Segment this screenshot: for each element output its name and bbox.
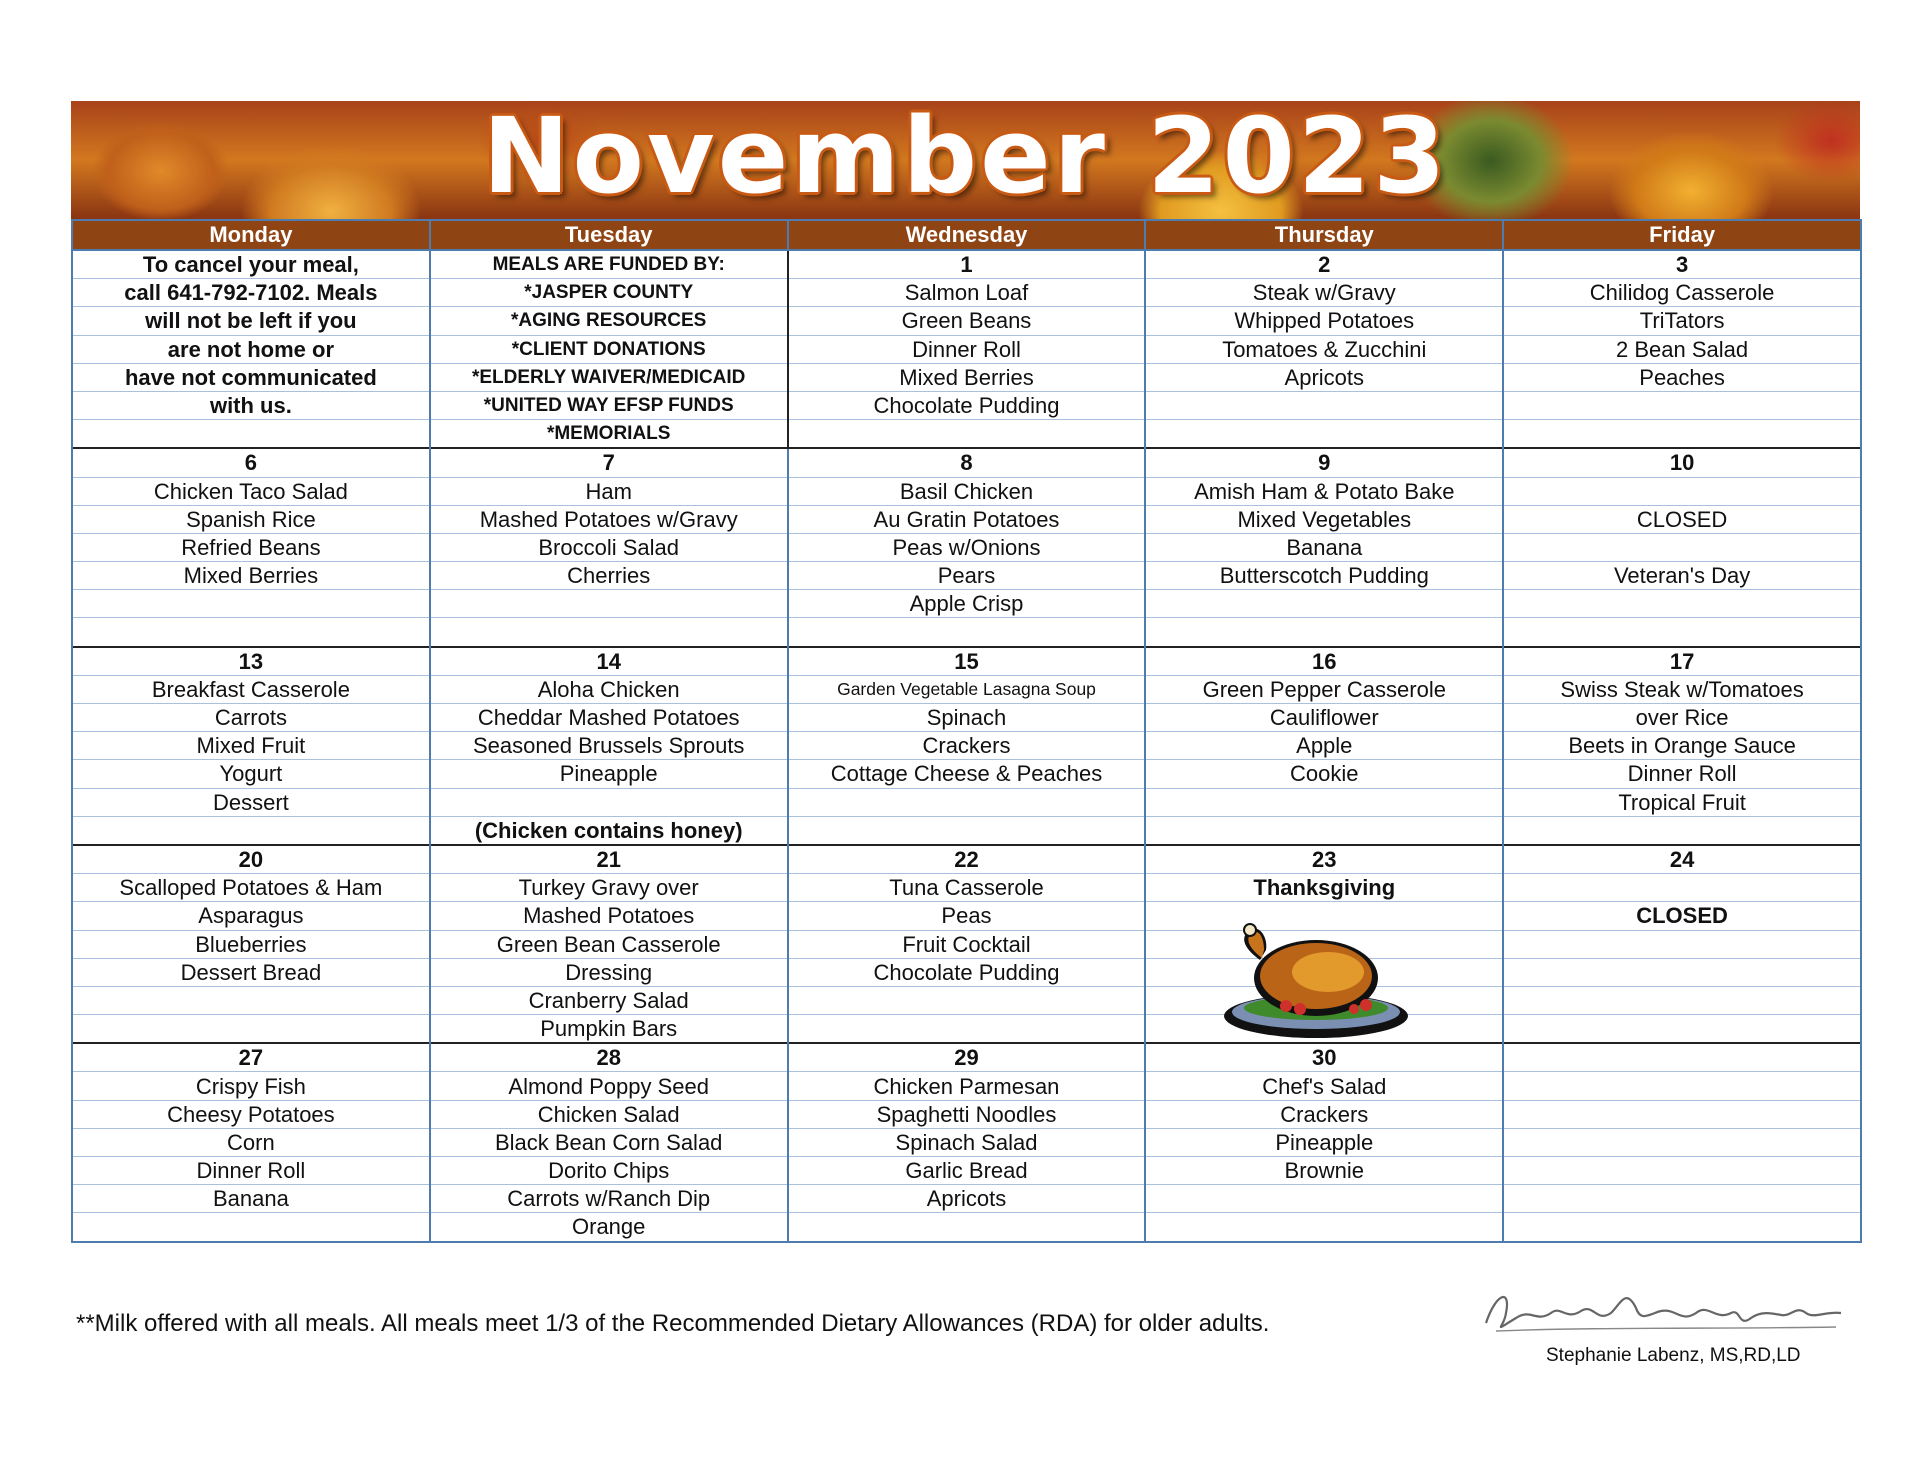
menu-item: Pineapple (430, 760, 788, 788)
menu-item: Turkey Gravy over (430, 874, 788, 902)
menu-item: Mixed Berries (788, 363, 1146, 391)
menu-item: Refried Beans (72, 533, 430, 561)
funding-source: *MEMORIALS (430, 420, 788, 449)
menu-item: Brownie (1145, 1157, 1503, 1185)
menu-item: Dessert (72, 788, 430, 816)
week-1-line-7 (72, 420, 1861, 449)
cancel-notice-line: with us. (72, 391, 430, 419)
week-3-line-3 (72, 704, 1861, 732)
week-2-line-1 (72, 448, 1861, 477)
menu-item: Peaches (1503, 363, 1861, 391)
menu-item: Pineapple (1145, 1128, 1503, 1156)
day-number (1503, 1043, 1861, 1072)
menu-item (788, 986, 1146, 1014)
menu-item: (Chicken contains honey) (430, 816, 788, 845)
menu-item: Spinach (788, 704, 1146, 732)
menu-item: Mashed Potatoes w/Gravy (430, 505, 788, 533)
day-number: 16 (1145, 647, 1503, 676)
day-number: 28 (430, 1043, 788, 1072)
menu-item: Blueberries (72, 930, 430, 958)
menu-item: Garden Vegetable Lasagna Soup (788, 675, 1146, 703)
week-5-line-2 (72, 1072, 1861, 1100)
menu-item (788, 618, 1146, 647)
menu-item (1503, 391, 1861, 419)
week-5-line-1 (72, 1043, 1861, 1072)
day-number: 23 (1145, 845, 1503, 874)
menu-item (788, 1015, 1146, 1044)
menu-item: Thanksgiving (1145, 874, 1503, 902)
funding-heading: MEALS ARE FUNDED BY: (430, 250, 788, 279)
menu-item: Butterscotch Pudding (1145, 562, 1503, 590)
cancel-notice-line (72, 420, 430, 449)
menu-item: Crackers (788, 732, 1146, 760)
day-number: 24 (1503, 845, 1861, 874)
day-number: 22 (788, 845, 1146, 874)
menu-item: Cookie (1145, 760, 1503, 788)
menu-item (1503, 1015, 1861, 1044)
day-number: 8 (788, 448, 1146, 477)
cancel-notice-line: have not communicated (72, 363, 430, 391)
week-3-line-6 (72, 788, 1861, 816)
menu-item (788, 420, 1146, 449)
menu-item: Pumpkin Bars (430, 1015, 788, 1044)
menu-item: Dinner Roll (1503, 760, 1861, 788)
menu-item: 2 Bean Salad (1503, 335, 1861, 363)
day-number: 27 (72, 1043, 430, 1072)
week-4-line-5 (72, 958, 1861, 986)
menu-item: Au Gratin Potatoes (788, 505, 1146, 533)
weekday-header-friday: Friday (1503, 220, 1861, 250)
menu-item: Mixed Vegetables (1145, 505, 1503, 533)
menu-item: Tuna Casserole (788, 874, 1146, 902)
week-1-line-1 (72, 250, 1861, 279)
menu-item (1145, 391, 1503, 419)
menu-item (72, 618, 430, 647)
day-number: 30 (1145, 1043, 1503, 1072)
day-number: 1 (788, 250, 1146, 279)
menu-item: TriTators (1503, 307, 1861, 335)
menu-item: Banana (72, 1185, 430, 1213)
week-1-line-5 (72, 363, 1861, 391)
signature-name: Stephanie Labenz, MS,RD,LD (1546, 1345, 1801, 1366)
menu-item (430, 788, 788, 816)
menu-item (72, 986, 430, 1014)
menu-item (72, 590, 430, 618)
menu-item: Garlic Bread (788, 1157, 1146, 1185)
day-number: 7 (430, 448, 788, 477)
menu-item (72, 1213, 430, 1242)
menu-item (72, 816, 430, 845)
menu-item: Tomatoes & Zucchini (1145, 335, 1503, 363)
menu-item (1145, 788, 1503, 816)
day-number: 6 (72, 448, 430, 477)
calendar-table (71, 219, 1862, 1243)
menu-item: CLOSED (1503, 505, 1861, 533)
roast-turkey-icon (1216, 920, 1412, 1044)
menu-item (1503, 1072, 1861, 1100)
menu-item (1145, 618, 1503, 647)
day-number: 29 (788, 1043, 1146, 1072)
week-3-line-7 (72, 816, 1861, 845)
day-number: 13 (72, 647, 430, 676)
menu-item: Orange (430, 1213, 788, 1242)
menu-item: Basil Chicken (788, 477, 1146, 505)
menu-item (72, 1015, 430, 1044)
menu-item: Corn (72, 1128, 430, 1156)
day-number: 20 (72, 845, 430, 874)
menu-item: Carrots (72, 704, 430, 732)
weekday-header-thursday: Thursday (1145, 220, 1503, 250)
menu-item (1145, 1185, 1503, 1213)
menu-item: Dessert Bread (72, 958, 430, 986)
menu-item: Scalloped Potatoes & Ham (72, 874, 430, 902)
menu-item: Green Bean Casserole (430, 930, 788, 958)
menu-item: Chocolate Pudding (788, 391, 1146, 419)
week-2-line-2 (72, 477, 1861, 505)
week-4-line-6 (72, 986, 1861, 1014)
week-5-line-3 (72, 1100, 1861, 1128)
weekday-header-wednesday: Wednesday (788, 220, 1146, 250)
menu-item: Breakfast Casserole (72, 675, 430, 703)
week-1-line-3 (72, 307, 1861, 335)
menu-item: Cherries (430, 562, 788, 590)
funding-source: *UNITED WAY EFSP FUNDS (430, 391, 788, 419)
menu-item (1503, 420, 1861, 449)
day-number: 3 (1503, 250, 1861, 279)
menu-item (1503, 618, 1861, 647)
cancel-notice-line: call 641-792-7102. Meals (72, 279, 430, 307)
menu-item (1503, 590, 1861, 618)
menu-item: Spaghetti Noodles (788, 1100, 1146, 1128)
menu-item: Broccoli Salad (430, 533, 788, 561)
menu-item: Crackers (1145, 1100, 1503, 1128)
menu-item: Peas (788, 902, 1146, 930)
funding-source: *CLIENT DONATIONS (430, 335, 788, 363)
menu-item (788, 816, 1146, 845)
day-number: 17 (1503, 647, 1861, 676)
menu-item (1503, 930, 1861, 958)
menu-item: Almond Poppy Seed (430, 1072, 788, 1100)
week-5-line-6 (72, 1185, 1861, 1213)
cancel-notice-line: are not home or (72, 335, 430, 363)
menu-item: Cranberry Salad (430, 986, 788, 1014)
menu-item: Chef's Salad (1145, 1072, 1503, 1100)
menu-item (1503, 1157, 1861, 1185)
menu-item: Chicken Parmesan (788, 1072, 1146, 1100)
menu-item (1145, 816, 1503, 845)
menu-item: Apricots (1145, 363, 1503, 391)
menu-item: Aloha Chicken (430, 675, 788, 703)
week-4-line-1 (72, 845, 1861, 874)
menu-item (788, 788, 1146, 816)
menu-item: Veteran's Day (1503, 562, 1861, 590)
day-number: 15 (788, 647, 1146, 676)
menu-item: CLOSED (1503, 902, 1861, 930)
menu-item (1145, 590, 1503, 618)
menu-item: Fruit Cocktail (788, 930, 1146, 958)
menu-item (788, 1213, 1146, 1242)
week-3-line-1 (72, 647, 1861, 676)
cancel-notice-line: will not be left if you (72, 307, 430, 335)
day-number: 10 (1503, 448, 1861, 477)
signature-image (1476, 1283, 1856, 1343)
menu-item: Swiss Steak w/Tomatoes (1503, 675, 1861, 703)
funding-source: *ELDERLY WAIVER/MEDICAID (430, 363, 788, 391)
menu-item: Mixed Fruit (72, 732, 430, 760)
week-2-line-4 (72, 533, 1861, 561)
funding-source: *JASPER COUNTY (430, 279, 788, 307)
week-3-line-2 (72, 675, 1861, 703)
menu-item (1145, 420, 1503, 449)
menu-item: Chicken Taco Salad (72, 477, 430, 505)
day-number: 21 (430, 845, 788, 874)
week-2-line-6 (72, 590, 1861, 618)
menu-item: Cheesy Potatoes (72, 1100, 430, 1128)
menu-item (1145, 1213, 1503, 1242)
menu-item: Spanish Rice (72, 505, 430, 533)
week-1-line-6 (72, 391, 1861, 419)
page-title: November 2023 (482, 101, 1449, 217)
day-number: 14 (430, 647, 788, 676)
day-number: 9 (1145, 448, 1503, 477)
menu-item: Chicken Salad (430, 1100, 788, 1128)
week-5-line-4 (72, 1128, 1861, 1156)
menu-item: Salmon Loaf (788, 279, 1146, 307)
menu-item (1503, 533, 1861, 561)
menu-item (430, 618, 788, 647)
menu-item (1503, 1185, 1861, 1213)
menu-item: Amish Ham & Potato Bake (1145, 477, 1503, 505)
menu-item: Apricots (788, 1185, 1146, 1213)
cancel-notice-line: To cancel your meal, (72, 250, 430, 279)
menu-item: Green Pepper Casserole (1145, 675, 1503, 703)
menu-item: Spinach Salad (788, 1128, 1146, 1156)
menu-item: Carrots w/Ranch Dip (430, 1185, 788, 1213)
menu-item (1503, 1128, 1861, 1156)
menu-item: Beets in Orange Sauce (1503, 732, 1861, 760)
title-banner (71, 101, 1860, 219)
menu-item: Cheddar Mashed Potatoes (430, 704, 788, 732)
menu-item: Mashed Potatoes (430, 902, 788, 930)
funding-source: *AGING RESOURCES (430, 307, 788, 335)
weekday-header-monday: Monday (72, 220, 430, 250)
menu-item: Peas w/Onions (788, 533, 1146, 561)
week-2-line-5 (72, 562, 1861, 590)
menu-item: Pears (788, 562, 1146, 590)
menu-item (1503, 1100, 1861, 1128)
week-2-line-3 (72, 505, 1861, 533)
menu-item: Green Beans (788, 307, 1146, 335)
menu-item (1503, 958, 1861, 986)
week-1-line-2 (72, 279, 1861, 307)
menu-item: Dinner Roll (788, 335, 1146, 363)
week-3-line-4 (72, 732, 1861, 760)
menu-item: Mixed Berries (72, 562, 430, 590)
menu-item: Cottage Cheese & Peaches (788, 760, 1146, 788)
menu-item: Apple Crisp (788, 590, 1146, 618)
week-1-line-4 (72, 335, 1861, 363)
week-4-line-2 (72, 874, 1861, 902)
menu-item: Seasoned Brussels Sprouts (430, 732, 788, 760)
menu-item: Dorito Chips (430, 1157, 788, 1185)
day-number: 2 (1145, 250, 1503, 279)
menu-item: Cauliflower (1145, 704, 1503, 732)
weekday-header-tuesday: Tuesday (430, 220, 788, 250)
footer-note: **Milk offered with all meals. All meals meet 1/3 of the Recommended Dietary Allowances (RDA) for older adults. (76, 1310, 1270, 1337)
menu-item: over Rice (1503, 704, 1861, 732)
menu-item (1503, 816, 1861, 845)
week-4-line-4 (72, 930, 1861, 958)
menu-calendar (71, 101, 1860, 1243)
menu-item: Dinner Roll (72, 1157, 430, 1185)
week-3-line-5 (72, 760, 1861, 788)
menu-item: Chocolate Pudding (788, 958, 1146, 986)
menu-item: Chilidog Casserole (1503, 279, 1861, 307)
menu-item: Yogurt (72, 760, 430, 788)
menu-item: Banana (1145, 533, 1503, 561)
menu-item: Dressing (430, 958, 788, 986)
menu-item: Asparagus (72, 902, 430, 930)
menu-item (1503, 477, 1861, 505)
menu-item: Tropical Fruit (1503, 788, 1861, 816)
menu-item (1503, 1213, 1861, 1242)
menu-item (1503, 874, 1861, 902)
week-5-line-5 (72, 1157, 1861, 1185)
menu-item: Whipped Potatoes (1145, 307, 1503, 335)
week-4-line-7 (72, 1015, 1861, 1044)
menu-item (430, 590, 788, 618)
menu-item (1145, 902, 1503, 930)
week-4-line-3 (72, 902, 1861, 930)
menu-item: Ham (430, 477, 788, 505)
menu-item: Black Bean Corn Salad (430, 1128, 788, 1156)
menu-item: Crispy Fish (72, 1072, 430, 1100)
week-5-line-7 (72, 1213, 1861, 1242)
menu-item (1503, 986, 1861, 1014)
week-2-line-7 (72, 618, 1861, 647)
menu-item: Apple (1145, 732, 1503, 760)
menu-item: Steak w/Gravy (1145, 279, 1503, 307)
